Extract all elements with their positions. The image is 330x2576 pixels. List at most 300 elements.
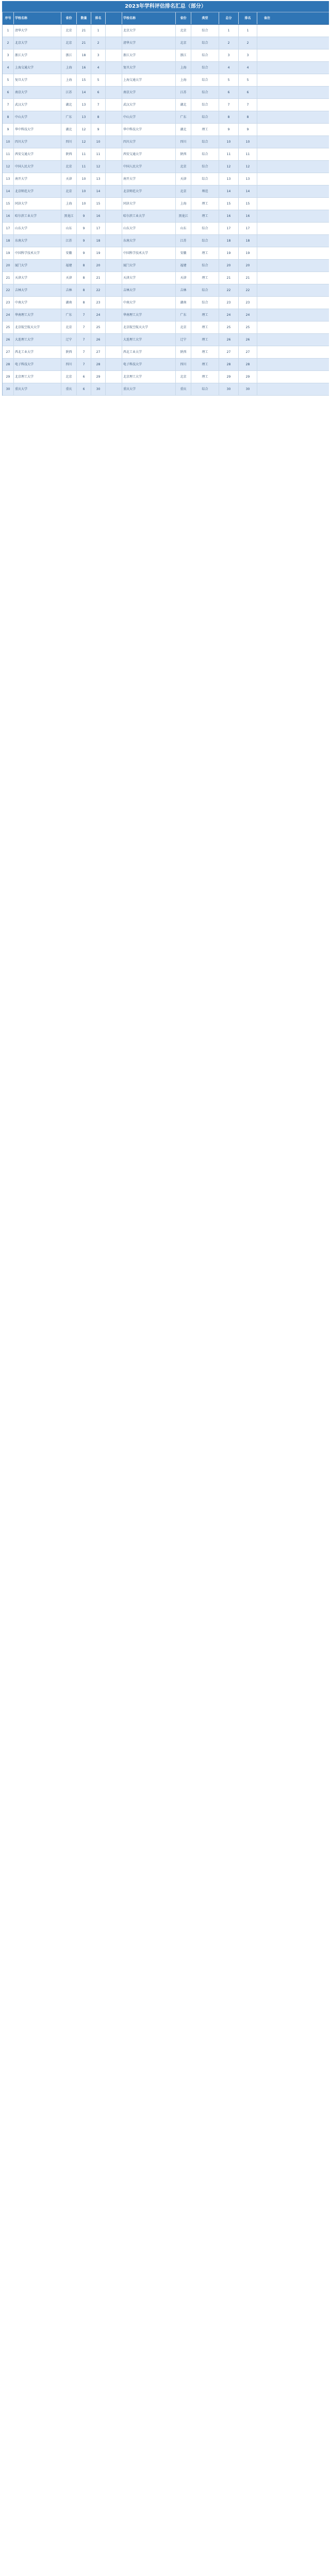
table-row: [3, 371, 329, 383]
table-cell-school2: 中南大学: [122, 297, 176, 309]
table-cell-score: 8: [219, 111, 239, 123]
table-cell-type: 师范: [191, 185, 219, 197]
table-cell-score: 20: [219, 260, 239, 272]
table-cell-province: 安徽: [61, 247, 77, 259]
table-cell-rank2: 9: [239, 124, 257, 135]
table-cell-province: 天津: [61, 272, 77, 284]
table-cell-school2: 清华大学: [122, 37, 176, 49]
table-cell-school2: 北京航空航天大学: [122, 321, 176, 333]
table-cell-school2: 华中科技大学: [122, 124, 176, 135]
table-cell-type: 综合: [191, 161, 219, 173]
table-cell-last: [257, 346, 277, 358]
table-body: [3, 25, 329, 396]
table-row: [3, 99, 329, 111]
table-cell-score: 17: [219, 223, 239, 234]
header-count: 数量: [77, 12, 91, 24]
table-cell-school: 重庆大学: [14, 383, 61, 395]
table-cell-school2: 吉林大学: [122, 284, 176, 296]
table-cell-n1: 14: [77, 87, 91, 98]
table-cell-school2: 武汉大学: [122, 99, 176, 111]
table-cell-type: 理工: [191, 334, 219, 346]
table-cell-province2: 湖北: [176, 99, 191, 111]
table-cell-province: 北京: [61, 321, 77, 333]
table-row: [3, 346, 329, 359]
table-cell-score: 15: [219, 198, 239, 210]
table-cell-province: 浙江: [61, 49, 77, 61]
table-cell-rank2: 25: [239, 321, 257, 333]
table-cell-school: 中国科学技术大学: [14, 247, 61, 259]
table-cell-last: [257, 272, 277, 284]
table-cell-r1: 17: [91, 223, 106, 234]
table-cell-province: 湖南: [61, 297, 77, 309]
table-cell-type: 理工: [191, 346, 219, 358]
table-cell-school: 南开大学: [14, 173, 61, 185]
table-cell-type: 综合: [191, 136, 219, 148]
table-cell-province: 山东: [61, 223, 77, 234]
table-cell-score: 24: [219, 309, 239, 321]
table-cell-type: 综合: [191, 284, 219, 296]
table-cell-school: 山东大学: [14, 223, 61, 234]
table-cell-province: 北京: [61, 371, 77, 383]
table-cell-type: 理工: [191, 198, 219, 210]
table-cell-r1: 1: [91, 25, 106, 37]
table-cell-school2: 厦门大学: [122, 260, 176, 272]
table-row: [3, 87, 329, 99]
table-row: [3, 359, 329, 371]
table-cell-province2: 上海: [176, 74, 191, 86]
table-cell-rank2: 1: [239, 25, 257, 37]
table-cell-rank: 9: [3, 124, 14, 135]
table-cell-school2: 北京大学: [122, 25, 176, 37]
table-cell-n1: 10: [77, 173, 91, 185]
table-cell-rank2: 14: [239, 185, 257, 197]
table-cell-score: 10: [219, 136, 239, 148]
table-cell-score: 22: [219, 284, 239, 296]
table-cell-score: 13: [219, 173, 239, 185]
table-row: [3, 161, 329, 173]
table-cell-type: 综合: [191, 99, 219, 111]
table-cell-gap: [106, 284, 122, 296]
table-cell-rank: 28: [3, 359, 14, 370]
table-cell-gap: [106, 272, 122, 284]
table-cell-type: 综合: [191, 223, 219, 234]
table-cell-rank2: 7: [239, 99, 257, 111]
table-cell-school2: 电子科技大学: [122, 359, 176, 370]
table-cell-province: 黑龙江: [61, 210, 77, 222]
table-cell-province: 上海: [61, 74, 77, 86]
table-cell-rank: 7: [3, 99, 14, 111]
table-cell-school: 华南理工大学: [14, 309, 61, 321]
table-cell-score: 16: [219, 210, 239, 222]
table-cell-r1: 14: [91, 185, 106, 197]
table-cell-rank2: 20: [239, 260, 257, 272]
table-cell-school: 北京大学: [14, 37, 61, 49]
table-cell-rank: 13: [3, 173, 14, 185]
table-cell-province2: 湖北: [176, 124, 191, 135]
table-cell-last: [257, 247, 277, 259]
table-cell-province2: 山东: [176, 223, 191, 234]
table-cell-gap: [106, 49, 122, 61]
table-cell-rank2: 19: [239, 247, 257, 259]
table-cell-score: 21: [219, 272, 239, 284]
table-cell-n1: 16: [77, 62, 91, 74]
table-cell-rank2: 30: [239, 383, 257, 395]
table-cell-gap: [106, 99, 122, 111]
table-cell-r1: 23: [91, 297, 106, 309]
table-cell-last: [257, 25, 277, 37]
table-cell-last: [257, 297, 277, 309]
header-rank-left: 排名: [91, 12, 106, 24]
table-cell-rank: 12: [3, 161, 14, 173]
table-cell-province2: 北京: [176, 321, 191, 333]
table-cell-r1: 18: [91, 235, 106, 247]
table-cell-last: [257, 173, 277, 185]
table-cell-school: 浙江大学: [14, 49, 61, 61]
table-cell-province2: 陕西: [176, 346, 191, 358]
header-score: 总分: [219, 12, 239, 24]
table-cell-province2: 江苏: [176, 87, 191, 98]
table-cell-r1: 28: [91, 359, 106, 370]
table-cell-score: 26: [219, 334, 239, 346]
table-cell-type: 理工: [191, 272, 219, 284]
table-cell-school2: 南京大学: [122, 87, 176, 98]
table-cell-rank: 27: [3, 346, 14, 358]
table-cell-n1: 8: [77, 297, 91, 309]
table-cell-gap: [106, 309, 122, 321]
table-header-row: [3, 12, 329, 25]
table-row: [3, 223, 329, 235]
table-cell-n1: 21: [77, 37, 91, 49]
table-row: [3, 321, 329, 334]
table-cell-gap: [106, 87, 122, 98]
table-cell-rank: 14: [3, 185, 14, 197]
table-cell-score: 14: [219, 185, 239, 197]
table-cell-rank: 24: [3, 309, 14, 321]
header-note: 备注: [263, 16, 270, 20]
table-cell-rank2: 10: [239, 136, 257, 148]
table-cell-score: 6: [219, 87, 239, 98]
table-cell-score: 1: [219, 25, 239, 37]
table-cell-type: 综合: [191, 111, 219, 123]
table-cell-school: 东南大学: [14, 235, 61, 247]
table-row: [3, 284, 329, 297]
table-cell-r1: 4: [91, 62, 106, 74]
table-cell-r1: 2: [91, 37, 106, 49]
table-cell-type: 综合: [191, 37, 219, 49]
table-cell-last: [257, 284, 277, 296]
table-cell-province2: 北京: [176, 161, 191, 173]
table-cell-n1: 9: [77, 210, 91, 222]
table-cell-score: 3: [219, 49, 239, 61]
header-province: 省份: [61, 12, 77, 24]
table-cell-province2: 上海: [176, 62, 191, 74]
table-cell-gap: [106, 383, 122, 395]
table-cell-province2: 陕西: [176, 148, 191, 160]
table-cell-school2: 中山大学: [122, 111, 176, 123]
table-cell-last: [257, 148, 277, 160]
table-cell-gap: [106, 346, 122, 358]
table-cell-school: 天津大学: [14, 272, 61, 284]
table-cell-rank2: 11: [239, 148, 257, 160]
table-cell-score: 29: [219, 371, 239, 383]
table-cell-type: 综合: [191, 148, 219, 160]
table-cell-type: 综合: [191, 62, 219, 74]
table-row: [3, 210, 329, 223]
table-cell-last: [257, 198, 277, 210]
table-cell-type: 理工: [191, 247, 219, 259]
table-cell-n1: 11: [77, 148, 91, 160]
table-cell-last: [257, 49, 277, 61]
table-cell-last: [257, 185, 277, 197]
table-cell-gap: [106, 198, 122, 210]
table-cell-type: 理工: [191, 124, 219, 135]
ranking-table: [2, 12, 329, 396]
table-cell-type: 理工: [191, 371, 219, 383]
table-cell-n1: 6: [77, 371, 91, 383]
table-cell-n1: 13: [77, 111, 91, 123]
table-cell-n1: 8: [77, 272, 91, 284]
table-row: [3, 136, 329, 148]
table-row: [3, 297, 329, 309]
table-row: [3, 74, 329, 87]
table-cell-score: 18: [219, 235, 239, 247]
table-cell-score: 7: [219, 99, 239, 111]
table-cell-school2: 华南理工大学: [122, 309, 176, 321]
table-cell-gap: [106, 161, 122, 173]
table-cell-province: 上海: [61, 62, 77, 74]
table-cell-school2: 上海交通大学: [122, 74, 176, 86]
table-cell-last: [257, 99, 277, 111]
table-cell-r1: 8: [91, 111, 106, 123]
table-cell-province2: 湖南: [176, 297, 191, 309]
header-rank: 序号: [3, 12, 14, 24]
table-cell-school: 北京航空航天大学: [14, 321, 61, 333]
table-cell-province2: 吉林: [176, 284, 191, 296]
table-cell-type: 综合: [191, 49, 219, 61]
table-cell-school2: 中国人民大学: [122, 161, 176, 173]
table-cell-n1: 7: [77, 309, 91, 321]
table-cell-last: [257, 359, 277, 370]
table-row: [3, 111, 329, 124]
table-cell-n1: 10: [77, 185, 91, 197]
table-cell-rank: 25: [3, 321, 14, 333]
table-cell-province: 重庆: [61, 383, 77, 395]
table-cell-rank: 21: [3, 272, 14, 284]
table-cell-last: [257, 161, 277, 173]
table-row: [3, 272, 329, 284]
table-cell-r1: 26: [91, 334, 106, 346]
table-cell-province: 广东: [61, 309, 77, 321]
table-cell-score: 9: [219, 124, 239, 135]
table-cell-rank: 22: [3, 284, 14, 296]
table-cell-type: 综合: [191, 297, 219, 309]
table-cell-r1: 25: [91, 321, 106, 333]
header-school-right: 学校名称: [122, 12, 176, 24]
table-cell-school2: 西安交通大学: [122, 148, 176, 160]
table-cell-rank: 2: [3, 37, 14, 49]
table-cell-school2: 南开大学: [122, 173, 176, 185]
table-cell-type: 综合: [191, 260, 219, 272]
table-cell-school: 同济大学: [14, 198, 61, 210]
table-cell-gap: [106, 62, 122, 74]
table-cell-school: 电子科技大学: [14, 359, 61, 370]
table-cell-province: 天津: [61, 173, 77, 185]
table-cell-school2: 浙江大学: [122, 49, 176, 61]
table-cell-gap: [106, 25, 122, 37]
table-cell-province2: 四川: [176, 136, 191, 148]
table-cell-rank2: 23: [239, 297, 257, 309]
header-school: 学校名称: [14, 12, 61, 24]
table-cell-last: [257, 334, 277, 346]
table-cell-gap: [106, 297, 122, 309]
table-cell-r1: 3: [91, 49, 106, 61]
table-cell-last: [257, 210, 277, 222]
table-cell-n1: 12: [77, 136, 91, 148]
table-cell-gap: [106, 210, 122, 222]
table-cell-school: 清华大学: [14, 25, 61, 37]
table-cell-r1: 21: [91, 272, 106, 284]
table-cell-school: 复旦大学: [14, 74, 61, 86]
table-cell-rank2: 15: [239, 198, 257, 210]
table-cell-n1: 10: [77, 198, 91, 210]
table-cell-gap: [106, 74, 122, 86]
table-cell-score: 25: [219, 321, 239, 333]
table-row: [3, 185, 329, 198]
table-row: [3, 25, 329, 37]
table-cell-r1: 11: [91, 148, 106, 160]
table-cell-score: 4: [219, 62, 239, 74]
table-cell-school: 西安交通大学: [14, 148, 61, 160]
table-cell-rank: 8: [3, 111, 14, 123]
table-cell-province: 江苏: [61, 235, 77, 247]
table-cell-rank: 6: [3, 87, 14, 98]
table-cell-type: 理工: [191, 321, 219, 333]
table-cell-r1: 12: [91, 161, 106, 173]
table-cell-school2: 北京理工大学: [122, 371, 176, 383]
table-cell-province2: 北京: [176, 37, 191, 49]
table-cell-province2: 四川: [176, 359, 191, 370]
table-cell-school: 哈尔滨工业大学: [14, 210, 61, 222]
table-row: [3, 198, 329, 210]
table-cell-school: 上海交通大学: [14, 62, 61, 74]
table-cell-r1: 13: [91, 173, 106, 185]
table-cell-n1: 9: [77, 247, 91, 259]
table-cell-rank: 11: [3, 148, 14, 160]
table-cell-province2: 浙江: [176, 49, 191, 61]
table-cell-province: 陕西: [61, 346, 77, 358]
table-cell-n1: 8: [77, 284, 91, 296]
table-row: [3, 260, 329, 272]
header-type: 类型: [191, 12, 219, 24]
table-cell-gap: [106, 111, 122, 123]
table-cell-type: 综合: [191, 173, 219, 185]
table-cell-r1: 10: [91, 136, 106, 148]
table-cell-province2: 上海: [176, 198, 191, 210]
table-cell-last: [257, 136, 277, 148]
table-cell-rank: 20: [3, 260, 14, 272]
table-cell-province2: 广东: [176, 309, 191, 321]
table-cell-gap: [106, 321, 122, 333]
table-cell-type: 综合: [191, 87, 219, 98]
table-cell-r1: 16: [91, 210, 106, 222]
header-gap: [106, 12, 122, 24]
table-cell-gap: [106, 136, 122, 148]
table-cell-rank2: 22: [239, 284, 257, 296]
table-cell-rank2: 6: [239, 87, 257, 98]
table-cell-gap: [106, 260, 122, 272]
table-cell-n1: 12: [77, 124, 91, 135]
table-cell-gap: [106, 371, 122, 383]
table-cell-school2: 天津大学: [122, 272, 176, 284]
table-cell-rank2: 5: [239, 74, 257, 86]
table-cell-province: 上海: [61, 198, 77, 210]
table-cell-province: 北京: [61, 25, 77, 37]
table-cell-school2: 北京师范大学: [122, 185, 176, 197]
table-row: [3, 383, 329, 396]
table-cell-r1: 19: [91, 247, 106, 259]
table-cell-school: 吉林大学: [14, 284, 61, 296]
table-cell-n1: 7: [77, 346, 91, 358]
table-row: [3, 124, 329, 136]
table-cell-province: 湖北: [61, 99, 77, 111]
table-cell-rank: 23: [3, 297, 14, 309]
table-cell-type: 综合: [191, 74, 219, 86]
table-row: [3, 334, 329, 346]
table-cell-rank: 4: [3, 62, 14, 74]
table-cell-province2: 安徽: [176, 247, 191, 259]
table-cell-n1: 7: [77, 334, 91, 346]
table-cell-rank2: 12: [239, 161, 257, 173]
table-cell-school2: 哈尔滨工业大学: [122, 210, 176, 222]
table-cell-school2: 重庆大学: [122, 383, 176, 395]
table-cell-score: 12: [219, 161, 239, 173]
table-cell-school: 大连理工大学: [14, 334, 61, 346]
table-cell-last: [257, 111, 277, 123]
table-cell-school2: 同济大学: [122, 198, 176, 210]
table-cell-gap: [106, 37, 122, 49]
document-title: 2023年学科评估排名汇总（部分）: [2, 1, 329, 12]
table-cell-province2: 广东: [176, 111, 191, 123]
table-cell-rank2: 29: [239, 371, 257, 383]
table-row: [3, 62, 329, 74]
table-cell-r1: 27: [91, 346, 106, 358]
table-cell-r1: 5: [91, 74, 106, 86]
table-row: [3, 173, 329, 185]
table-cell-school: 北京理工大学: [14, 371, 61, 383]
table-cell-r1: 29: [91, 371, 106, 383]
table-cell-rank: 5: [3, 74, 14, 86]
table-cell-province2: 北京: [176, 371, 191, 383]
table-cell-school: 西北工业大学: [14, 346, 61, 358]
table-cell-province: 辽宁: [61, 334, 77, 346]
table-cell-n1: 9: [77, 223, 91, 234]
table-cell-rank: 10: [3, 136, 14, 148]
table-cell-school2: 大连理工大学: [122, 334, 176, 346]
table-cell-province: 湖北: [61, 124, 77, 135]
table-cell-rank: 1: [3, 25, 14, 37]
table-cell-last: [257, 260, 277, 272]
table-cell-type: 理工: [191, 359, 219, 370]
table-cell-n1: 15: [77, 74, 91, 86]
table-cell-school2: 山东大学: [122, 223, 176, 234]
table-cell-province: 北京: [61, 161, 77, 173]
table-cell-last: [257, 223, 277, 234]
table-cell-gap: [106, 247, 122, 259]
header-province-right: 省份: [176, 12, 191, 24]
table-cell-rank: 3: [3, 49, 14, 61]
table-cell-n1: 21: [77, 25, 91, 37]
table-cell-rank2: 24: [239, 309, 257, 321]
